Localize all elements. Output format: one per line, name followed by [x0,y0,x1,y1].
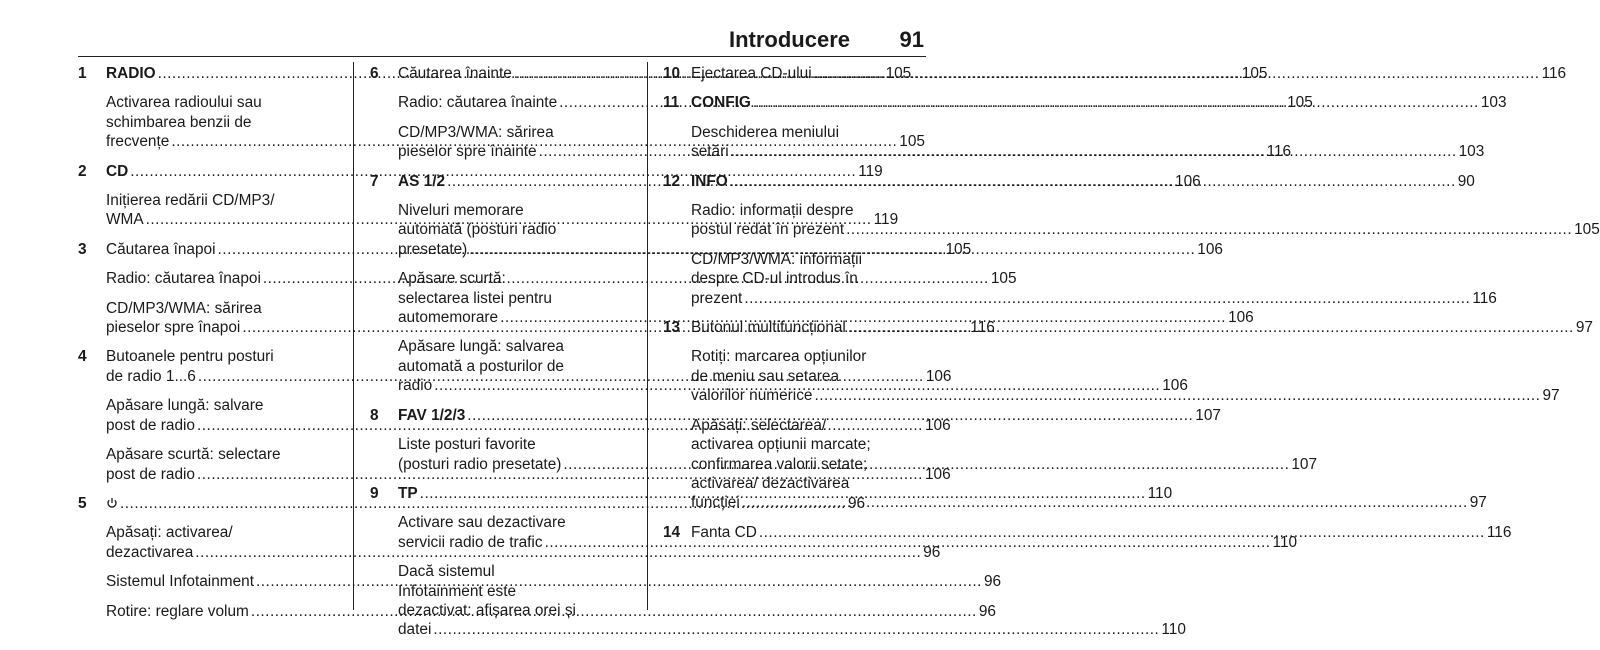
toc-line [398,582,632,601]
toc-page-number: 105 [885,65,912,82]
toc-line [691,347,925,366]
toc-page-number: 105 [1574,221,1600,239]
leader-dots [744,289,1470,308]
leader-dots [731,142,1457,161]
toc-line-text: Căutarea înainte [398,65,512,82]
toc-line-text: Apăsați: selectarea/ [691,416,827,434]
toc-line-text: Activarea radioului sau [106,94,262,112]
callout-number: 14 [663,523,681,541]
callout-number: 4 [78,348,87,366]
callout-number: 12 [663,172,681,190]
toc-line-text: schimbarea benzii de [106,113,252,131]
callout-number: 13 [663,319,681,337]
toc-line-text: despre CD-ul introdus în [691,270,858,288]
toc-page-number: 107 [1291,455,1318,473]
toc-line[interactable] [398,308,1254,327]
toc-line-text: TP [398,484,418,502]
toc-line [691,250,925,269]
page-number: 91 [899,27,924,52]
callout-number: 2 [78,162,87,180]
toc-line[interactable] [691,289,1497,308]
toc-page-number: 96 [923,543,941,561]
toc-page-number: 119 [873,211,899,229]
toc-line[interactable] [691,220,1600,239]
toc-line-text: Activare sau dezactivare [398,514,566,532]
toc-line-text: CONFIG [691,94,751,112]
toc-line [106,191,340,210]
header-divider [78,56,926,57]
toc-line [691,269,925,288]
leader-dots [753,93,1479,112]
toc-line-text: selectarea listei pentru [398,289,552,307]
toc-line-text: Deschiderea meniului [691,123,839,141]
toc-line-text: datei [398,621,432,639]
toc-line-text: Sistemul Infotainment [106,573,254,591]
toc-line-text: automată (posturi radio [398,221,557,239]
toc-page-number: 97 [1469,494,1487,512]
toc-line-text: automată a posturilor de [398,357,564,375]
toc-line [691,416,925,435]
toc-line-text: Inițierea redării CD/MP3/ [106,192,275,210]
leader-dots [433,620,1159,639]
toc-line [106,93,340,112]
toc-line-text: presetate) [398,240,468,258]
toc-line-text: Liste posturi favorite [398,436,536,454]
toc-line [398,337,632,356]
power-icon [106,495,118,507]
toc-line-text: pieselor spre înapoi [106,319,241,337]
toc-line-text: Rotiți: marcarea opțiunilor [691,348,867,366]
leader-dots [846,220,1572,239]
toc-line-text: Apăsare scurtă: selectare [106,446,281,464]
toc-line [691,474,925,493]
callout-number: 9 [370,484,379,502]
toc-page-number: 105 [945,240,972,258]
toc-line [398,357,632,376]
toc-line [106,113,340,132]
toc-line [398,435,632,454]
toc-line-text: CD/MP3/WMA: informații [691,250,863,268]
toc-line [691,123,925,142]
toc-line-text: automemorare [398,309,499,327]
toc-page-number: 110 [1147,484,1173,502]
toc-line-text: dezactivat: afișarea orei și [398,601,576,619]
toc-line[interactable] [691,93,1507,112]
toc-page-number: 106 [1162,377,1188,395]
toc-line-text: CD/MP3/WMA: sărirea [106,299,262,317]
toc-line-text: Dacă sistemul [398,563,495,581]
callout-number: 3 [78,240,87,258]
toc-line-text: dezactivarea [106,543,194,561]
toc-page-number: 106 [1175,172,1201,190]
toc-line[interactable] [691,523,1511,542]
toc-line[interactable] [691,318,1593,337]
toc-line-text: Radio: căutarea înapoi [106,270,261,288]
toc-page-number: 116 [970,319,995,337]
toc-line-text [106,494,118,513]
toc-line-text: de radio 1...6 [106,367,196,385]
toc-page-number: 106 [1197,240,1223,258]
toc-line-text: (posturi radio presetate) [398,455,562,473]
toc-line [106,396,340,415]
toc-line-text: RADIO [106,65,156,82]
toc-line [398,513,632,532]
leader-dots [848,318,1574,337]
leader-dots [730,172,1456,191]
toc-line-text: pieselor spre înainte [398,143,537,161]
callout-number: 10 [663,65,681,82]
callout-number: 8 [370,406,379,424]
toc-line-text: Apăsați: activarea/ [106,524,233,542]
toc-page-number: 106 [1228,309,1254,327]
toc-line-text: de meniu sau setarea [691,367,840,385]
toc-line-text: confirmarea valorii setate; [691,455,868,473]
toc-line-text: WMA [106,211,144,229]
toc-page-number: 97 [1575,319,1593,337]
toc-line [398,601,632,620]
toc-line-text: Butoanele pentru posturi [106,348,274,366]
toc-line-text: prezent [691,289,743,307]
toc-page-number: 106 [924,465,951,483]
toc-page-number: 116 [1486,523,1512,541]
toc-line-text: Căutarea înapoi [106,240,216,258]
toc-subentry [691,201,1600,240]
toc-line [106,299,340,318]
toc-line-text: Rotire: reglare volum [106,602,249,620]
toc-line[interactable] [691,64,1566,83]
toc-line-text: Apăsare scurtă: [398,270,506,288]
toc-page-number: 116 [1472,289,1497,307]
toc-line [106,445,340,464]
toc-line-text: Radio: căutarea înainte [398,94,558,112]
toc-line-text: frecvențe [106,133,170,151]
leader-dots [814,386,1540,405]
toc-page-number: 103 [1480,94,1507,112]
callout-number: 7 [370,172,379,190]
toc-line-text: AS 1/2 [398,172,446,190]
toc-page-number: 119 [858,162,883,180]
toc-line [691,367,925,386]
page-header [0,0,960,60]
toc-page-number: 116 [1541,65,1567,82]
toc-line [691,201,925,220]
toc-line-text: radio [398,377,433,395]
callout-number: 1 [78,65,87,82]
callout-number: 11 [663,94,680,112]
toc-line-text: post de radio [106,465,195,483]
toc-line-text: FAV 1/2/3 [398,406,466,424]
callout-number: 5 [78,494,87,512]
toc-line-text: Fanta CD [691,523,757,541]
page-title: Introducere [728,27,850,52]
toc-line-text: Butonul multifuncțional [691,319,846,337]
toc-entry-body [691,64,1566,83]
toc-line-text: funcției [691,494,740,512]
toc-page-number: 106 [924,416,951,434]
toc-page-number: 97 [1542,387,1560,405]
toc-page-number: 96 [847,494,866,512]
toc-page-number: 103 [1458,143,1485,161]
toc-line-text: Infotainment este [398,582,517,600]
toc-entry-body [691,93,1507,112]
toc-line[interactable] [106,543,941,562]
toc-page-number: 105 [1287,94,1313,112]
toc-entry-body [691,318,1593,337]
toc-line [398,562,632,581]
toc-line-text: servicii radio de trafic [398,533,543,551]
toc-line [398,220,632,239]
toc-page-number: 110 [1272,533,1298,551]
toc-line-text: CD [106,162,129,180]
toc-line-text: valorilor numerice [691,387,813,405]
toc-line-text: Apăsare lungă: salvarea [398,338,564,356]
toc-line[interactable] [691,172,1475,191]
leader-dots [759,523,1485,542]
toc-line-text: postul redat în prezent [691,221,845,239]
toc-line-text: Ejectarea CD-ului [691,65,812,82]
toc-line-text: Apăsare lungă: salvare [106,397,264,415]
toc-line [398,123,632,142]
toc-line-text: post de radio [106,416,195,434]
toc-line [398,289,632,308]
toc-page-number: 116 [1266,143,1292,161]
toc-line-text: Niveluri memorare [398,202,524,220]
leader-dots [742,493,1468,512]
toc-page-number: 105 [990,270,1017,288]
toc-line-text: activarea/ dezactivarea [691,474,850,492]
toc-page-number: 96 [983,573,1002,591]
toc-line [398,201,632,220]
toc-line[interactable] [398,620,1186,639]
toc-page-number: 96 [978,602,996,620]
toc-line-text: CD/MP3/WMA: sărirea [398,123,554,141]
toc-line-text: INFO [691,172,728,190]
toc-line [398,269,632,288]
toc-line-text: Radio: informații despre [691,202,854,220]
toc-page-number: 90 [1457,172,1475,190]
callout-number: 6 [370,65,379,82]
toc-page-number: 106 [925,367,952,385]
toc-line [691,455,925,474]
toc-page-number: 107 [1195,406,1221,424]
toc-page-number: 105 [1241,65,1268,82]
leader-dots [814,64,1540,83]
toc-line-text: setări [691,143,729,161]
toc-entry-body [691,523,1511,542]
toc-page-number: 110 [1161,621,1186,639]
toc-line [106,523,340,542]
toc-entry-body [691,172,1475,191]
toc-line-text: activarea opțiunii marcate; [691,436,871,454]
toc-page-number: 105 [899,133,925,151]
toc-line [691,435,925,454]
